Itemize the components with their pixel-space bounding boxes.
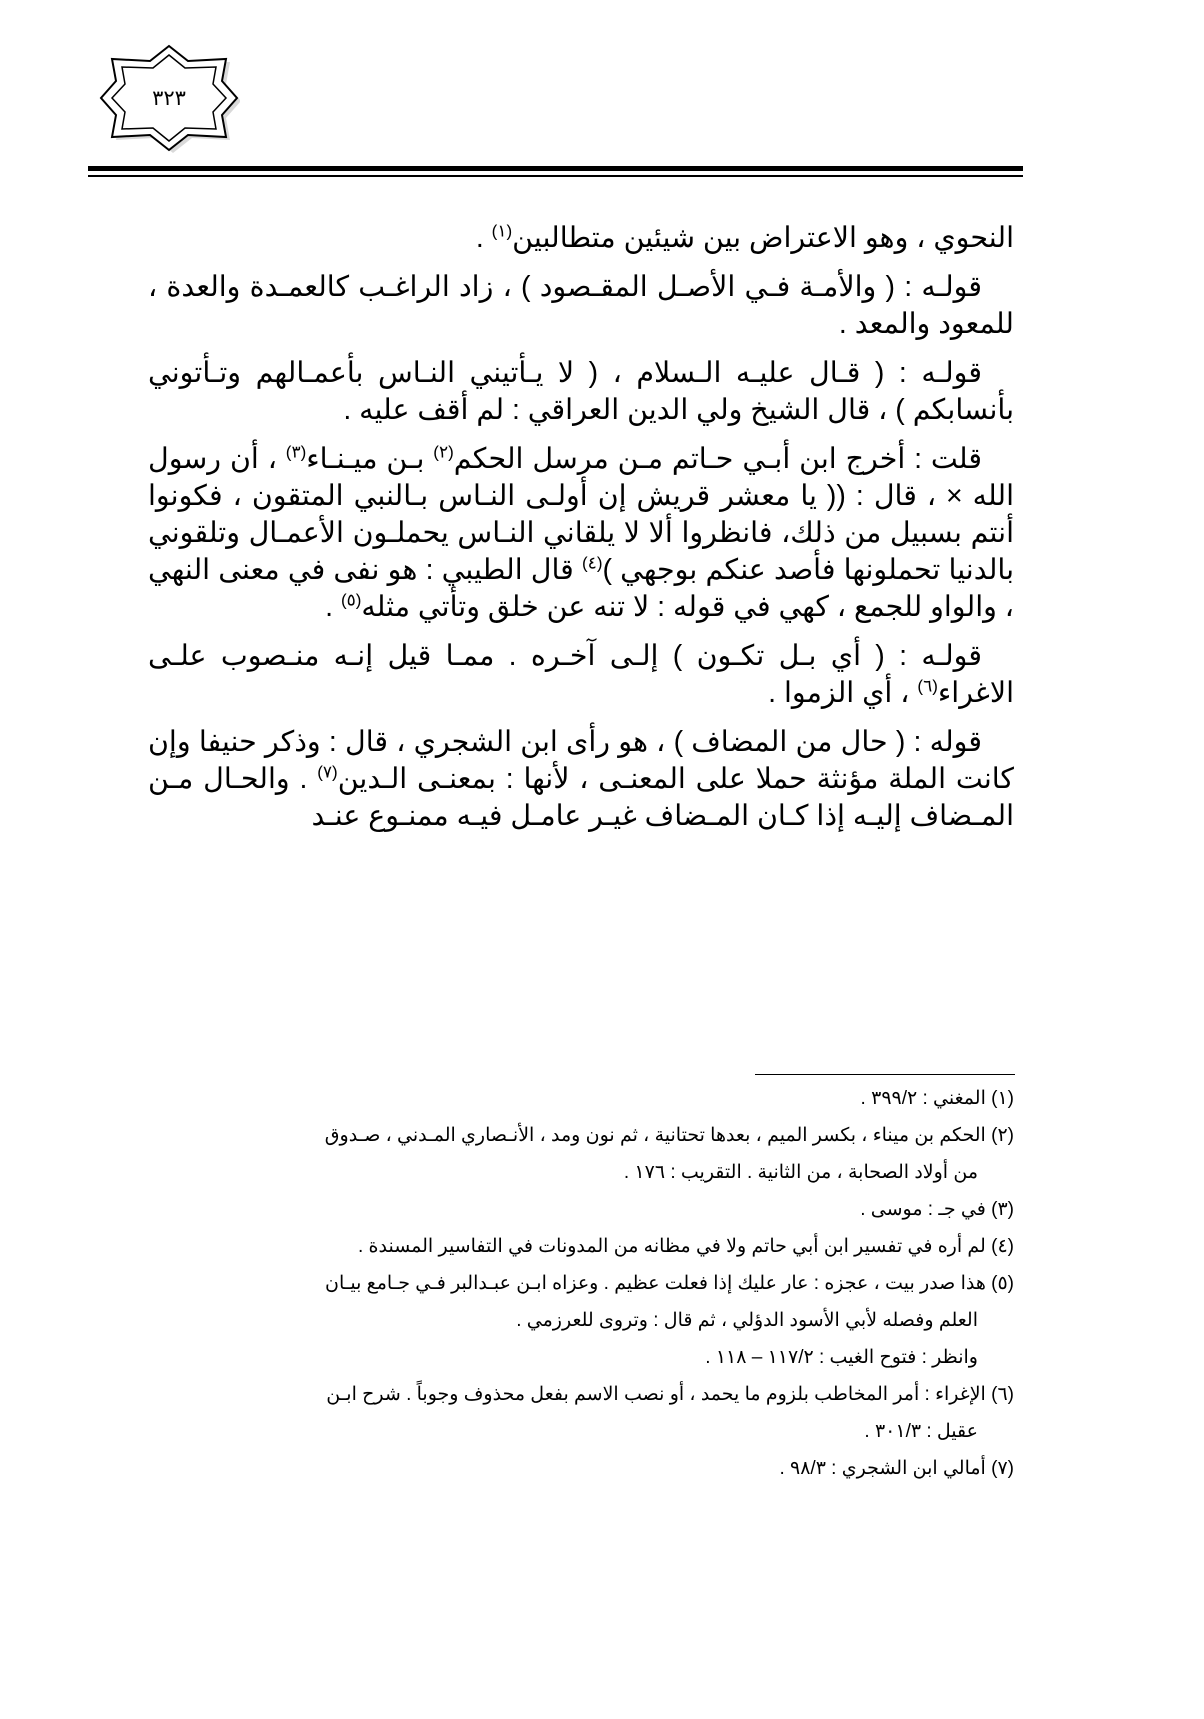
- paragraph-4: قلت : أخرج ابن أبـي حـاتم مـن مرسل الحكم$^{(٢)}$ بـن ميـنـاء$^{(٣)}$ ، أن رسول الله × ، قال : (( يا معشر قريش إن أولـى النـاس بـالنبي المتقون ، فكونوا أنتم بسبيل من ذلك، فانظروا ألا لا يلقاني النـاس يحملـون الأعمـال وتلقوني بالدنيا تحملونها فأصد عنكم بوجهي )$^{(٤)}$ قال الطيبي : هو نفى في معنى النهي ، والواو للجمع ، كهي في قوله : لا تنه عن خلق وتأتي مثله$^{(٥)}$ .: [148, 442, 1014, 623]
- paragraph-5: قولـه : ( أي بـل تكـون ) إلـى آخـره . ممـا قيل إنـه منـصوب علـى الاغراء$^{(٦)}$ ، أي الزموا .: [148, 640, 1014, 709]
- footnote-6-cont: عقيل : ٣٠١/٣ .: [864, 1421, 978, 1442]
- footnote-ref-7[interactable]: (٧): [317, 762, 338, 782]
- footnote-ref-2[interactable]: (٢): [433, 442, 454, 462]
- footnote-4: (٤) لم أره في تفسير ابن أبي حاتم ولا في مظانه من المدونات في التفاسير المسندة .: [357, 1236, 1014, 1257]
- footnote-ref-5[interactable]: (٥): [340, 590, 362, 610]
- footnote-ref-6[interactable]: (٦): [917, 676, 938, 696]
- footnote-ref-4[interactable]: (٤): [582, 553, 603, 573]
- footnote-5: (٥) هذا صدر بيت ، عجزه : عار عليك إذا فعلت عظيم . وعزاه ابـن عبـدالبر فـي جـامع بيـان: [325, 1273, 1014, 1294]
- page-number-ornament: [98, 43, 240, 153]
- main-text: [148, 220, 1014, 847]
- footnote-ref-1[interactable]: (١): [491, 221, 513, 241]
- footnote-2-cont: من أولاد الصحابة ، من الثانية . التقريب : ١٧٦ .: [623, 1162, 978, 1183]
- header-rule-thick: [88, 166, 1023, 171]
- page-number: ٣٢٣: [152, 85, 186, 110]
- paragraph-1: النحوي ، وهو الاعتراض بين شيئين متطالبين$^{(١)}$ .: [475, 221, 1014, 254]
- footnote-6: (٦) الإغراء : أمر المخاطب بلزوم ما يحمد ، أو نصب الاسم بفعل محذوف وجوباً . شرح ابـن: [326, 1384, 1014, 1405]
- footnote-2: (٢) الحكم بن ميناء ، بكسر الميم ، بعدها تحتانية ، ثم نون ومد ، الأنـصاري المـدني ، صـدوق: [324, 1125, 1014, 1146]
- header-rule-thin: [88, 175, 1023, 177]
- footnote-7: (٧) أمالي ابن الشجري : ٩٨/٣ .: [779, 1458, 1014, 1479]
- footnote-5-cont: العلم وفصله لأبي الأسود الدؤلي ، ثم قال : وتروى للعرزمي .: [516, 1310, 978, 1331]
- footnote-1: (١) المغني : ٣٩٩/٢ .: [860, 1088, 1014, 1109]
- paragraph-2: قولـه : ( والأمـة فـي الأصـل المقـصود ) ، زاد الراغـب كالعمـدة والعدة ، للمعود والمعد .: [148, 271, 1014, 340]
- paragraph-6: قوله : ( حال من المضاف ) ، هو رأى ابن الشجري ، قال : وذكر حنيفا وإن كانت الملة مؤنثة حملا على المعنـى ، لأنها : بمعنـى الـدين$^{(٧)}$ . والحـال مـن المـضاف إليـه إذا كـان المـضاف غيـر عامـل فيـه ممنـوع عنـد: [148, 726, 1014, 832]
- footnote-ref-3[interactable]: (٣): [285, 442, 307, 462]
- paragraph-3: قولـه : ( قـال عليـه الـسلام ، ( لا يـأتيني النـاس بأعمـالهم وتـأتوني بأنسابكم ) ، قال الشيخ ولي الدين العراقي : لم أقف عليه .: [148, 357, 1014, 426]
- footnote-3: (٣) في جـ : موسى .: [860, 1199, 1014, 1220]
- footnotes: [148, 1080, 1014, 1487]
- footnote-5-ref: وانظر : فتوح الغيب : ١١٧/٢ – ١١٨ .: [705, 1347, 978, 1368]
- footnote-separator: [755, 1074, 1015, 1075]
